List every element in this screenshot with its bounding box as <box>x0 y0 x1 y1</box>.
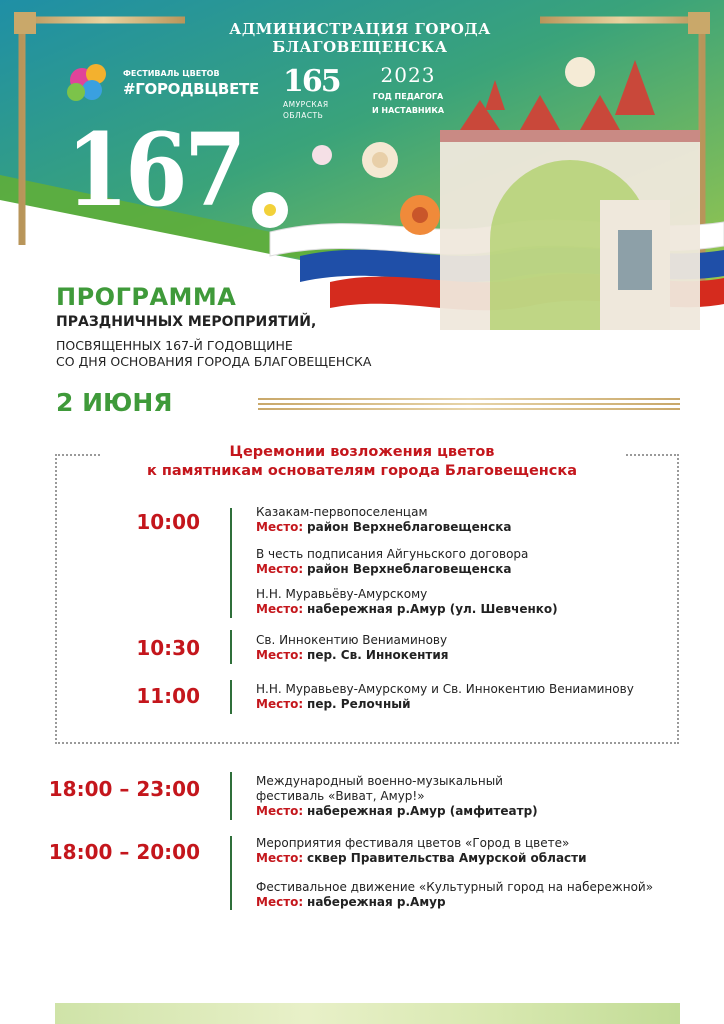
amur-region-165-logo <box>283 66 363 126</box>
event-muravyov-innokenty <box>256 682 696 712</box>
event-place: Место: сквер Правительства Амурской области <box>256 851 587 865</box>
anniversary-number: 167 <box>66 111 244 229</box>
event-name: Н.Н. Муравьеву-Амурскому и Св. Иннокентию Вениаминову <box>256 682 634 696</box>
time-divider <box>230 836 232 910</box>
hero-banner <box>0 0 724 390</box>
event-cossacks <box>256 505 696 535</box>
event-innokenty <box>256 633 696 663</box>
ceremony-title-line1: Церемонии возложения цветов <box>229 444 495 460</box>
logo-165-sub2: ОБЛАСТЬ <box>283 111 324 120</box>
ceremony-title-line2: к памятникам основателям города Благовещенска <box>146 463 578 479</box>
event-place: Место: набережная р.Амур <box>256 895 446 909</box>
event-muravyov <box>256 587 696 617</box>
event-name: Н.Н. Муравьёву-Амурскому <box>256 587 428 601</box>
logo-2023-number: 2023 <box>380 63 436 87</box>
event-place: Место: набережная р.Амур (ул. Шевченко) <box>256 602 558 616</box>
year-of-teacher-logo <box>368 62 448 124</box>
program-description-line1: ПОСВЯЩЕННЫХ 167-Й ГОДОВЩИНЕ <box>56 338 293 353</box>
event-cultural-city <box>256 880 696 910</box>
event-place: Место: район Верхнеблаговещенска <box>256 520 512 534</box>
program-description-line2: СО ДНЯ ОСНОВАНИЯ ГОРОДА БЛАГОВЕЩЕНСКА <box>56 354 372 369</box>
festival-logo <box>65 62 259 104</box>
festival-hashtag: #ГОРОДВЦВЕТЕ <box>123 80 259 98</box>
event-city-in-color <box>256 836 696 866</box>
time-divider <box>230 680 232 714</box>
event-place: Место: район Верхнеблаговещенска <box>256 562 512 576</box>
program-subtitle: ПРАЗДНИЧНЫХ МЕРОПРИЯТИЙ, <box>56 314 317 330</box>
time-18-00-20-00: 18:00 – 20:00 <box>48 840 200 864</box>
logo-2023-sub1: ГОД ПЕДАГОГА <box>372 92 444 101</box>
event-place: Место: набережная р.Амур (амфитеатр) <box>256 804 538 818</box>
event-name: Казакам-первопоселенцам <box>256 505 428 519</box>
time-divider <box>230 508 232 618</box>
festival-logo-top: ФЕСТИВАЛЬ ЦВЕТОВ <box>123 69 220 78</box>
time-10-30: 10:30 <box>136 636 200 660</box>
event-name-line1: Международный военно-музыкальный <box>256 774 503 788</box>
ceremony-title <box>100 443 624 481</box>
administration-title: АДМИНИСТРАЦИЯ ГОРОДА БЛАГОВЕЩЕНСКА <box>229 20 491 56</box>
time-10-00: 10:00 <box>136 510 200 534</box>
time-divider <box>230 630 232 664</box>
event-name: Фестивальное движение «Культурный город на набережной» <box>256 880 654 894</box>
event-place: Место: пер. Релочный <box>256 697 411 711</box>
event-vivat-amur <box>256 774 696 819</box>
logo-165-number: 165 <box>283 64 340 99</box>
program-title: ПРОГРАММА <box>56 283 237 311</box>
logo-2023-sub2: И НАСТАВНИКА <box>371 106 445 115</box>
event-name: В честь подписания Айгуньского договора <box>256 547 529 561</box>
time-divider <box>230 772 232 820</box>
date-heading: 2 ИЮНЯ <box>56 388 173 417</box>
date-decor-lines <box>258 398 680 412</box>
time-11-00: 11:00 <box>136 684 200 708</box>
program-description <box>56 338 516 370</box>
time-18-00-23-00: 18:00 – 23:00 <box>48 777 200 801</box>
event-aigun-treaty <box>256 547 696 577</box>
event-name: Мероприятия фестиваля цветов «Город в цвете» <box>256 836 570 850</box>
logo-165-sub1: АМУРСКАЯ <box>283 100 329 109</box>
event-name: Св. Иннокентию Вениаминову <box>256 633 448 647</box>
event-place: Место: пер. Св. Иннокентия <box>256 648 449 662</box>
footer-decor-band <box>55 1003 680 1024</box>
event-name-line2: фестиваль «Виват, Амур!» <box>256 789 425 803</box>
